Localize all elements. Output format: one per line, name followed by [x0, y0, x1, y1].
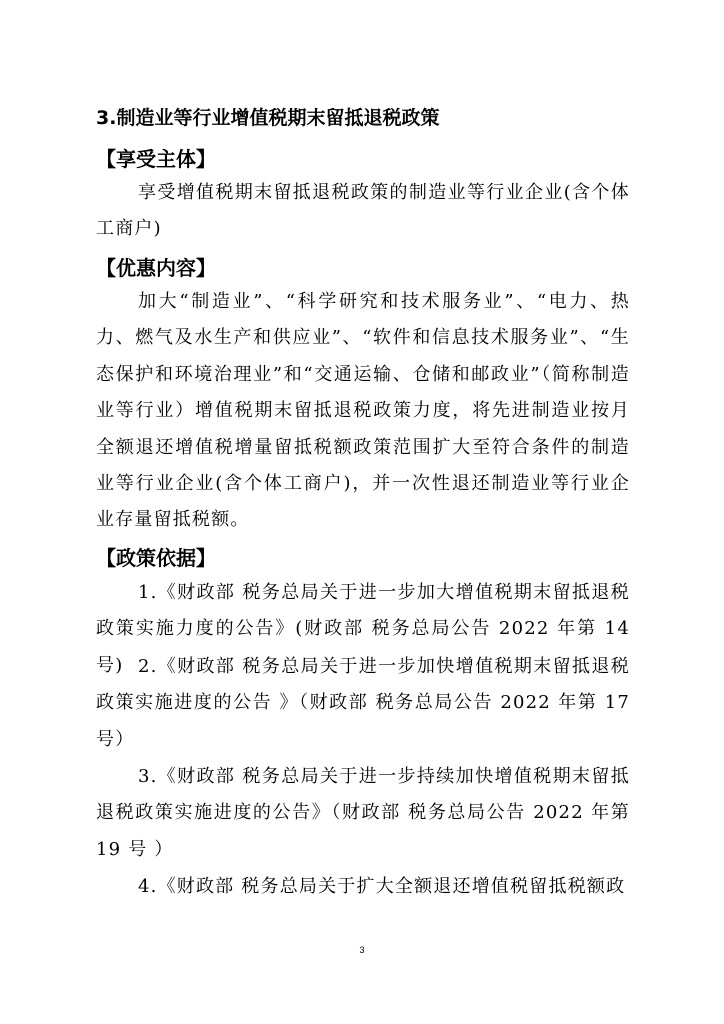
page-number: 3 [359, 945, 365, 955]
section-heading-subject: 【享受主体】 [96, 147, 216, 171]
policy-reference-2: 2.《财政部 税务总局关于进一步加快增值税期末留抵退税政策实施进度的公告 》（财政部 税务总局公告 2022 年第 17 号） [96, 656, 630, 750]
policy-reference-4: 4.《财政部 税务总局关于扩大全额退还增值税留抵税额政 [138, 876, 626, 897]
section-heading-basis: 【政策依据】 [96, 546, 216, 570]
policy-reference-3: 3.《财政部 税务总局关于进一步持续加快增值税期末留抵退税政策实施进度的公告》（财政部 税务总局公告 2022 年第 19 号 ） [96, 766, 630, 860]
policy-title: 3.制造业等行业增值税期末留抵退税政策 [96, 107, 440, 129]
policy-reference-1: 1.《财政部 税务总局关于进一步加大增值税期末留抵退税政策实施力度的公告》(财政部 税务总局公告 2022 年第 14 号) [96, 582, 630, 676]
subject-paragraph: 享受增值税期末留抵退税政策的制造业等行业企业(含个体工商户) [96, 182, 630, 240]
content-paragraph: 加大“制造业”、“科学研究和技术服务业”、“电力、热力、燃气及水生产和供应业”、“软件和信息技术服务业”、“生态保护和环境治理业”和“交通运输、仓储和邮政业”（简称制造业等行业）增值税期末留抵退税政策力度，将先进制造业按月全额退还增值税增量留抵税额政策范围扩大至符合条件的制造业等行业企业(含个体工商户)，并一次性退还制造业等行业企业存量留抵税额。 [96, 291, 630, 531]
section-heading-content: 【优惠内容】 [96, 256, 216, 280]
